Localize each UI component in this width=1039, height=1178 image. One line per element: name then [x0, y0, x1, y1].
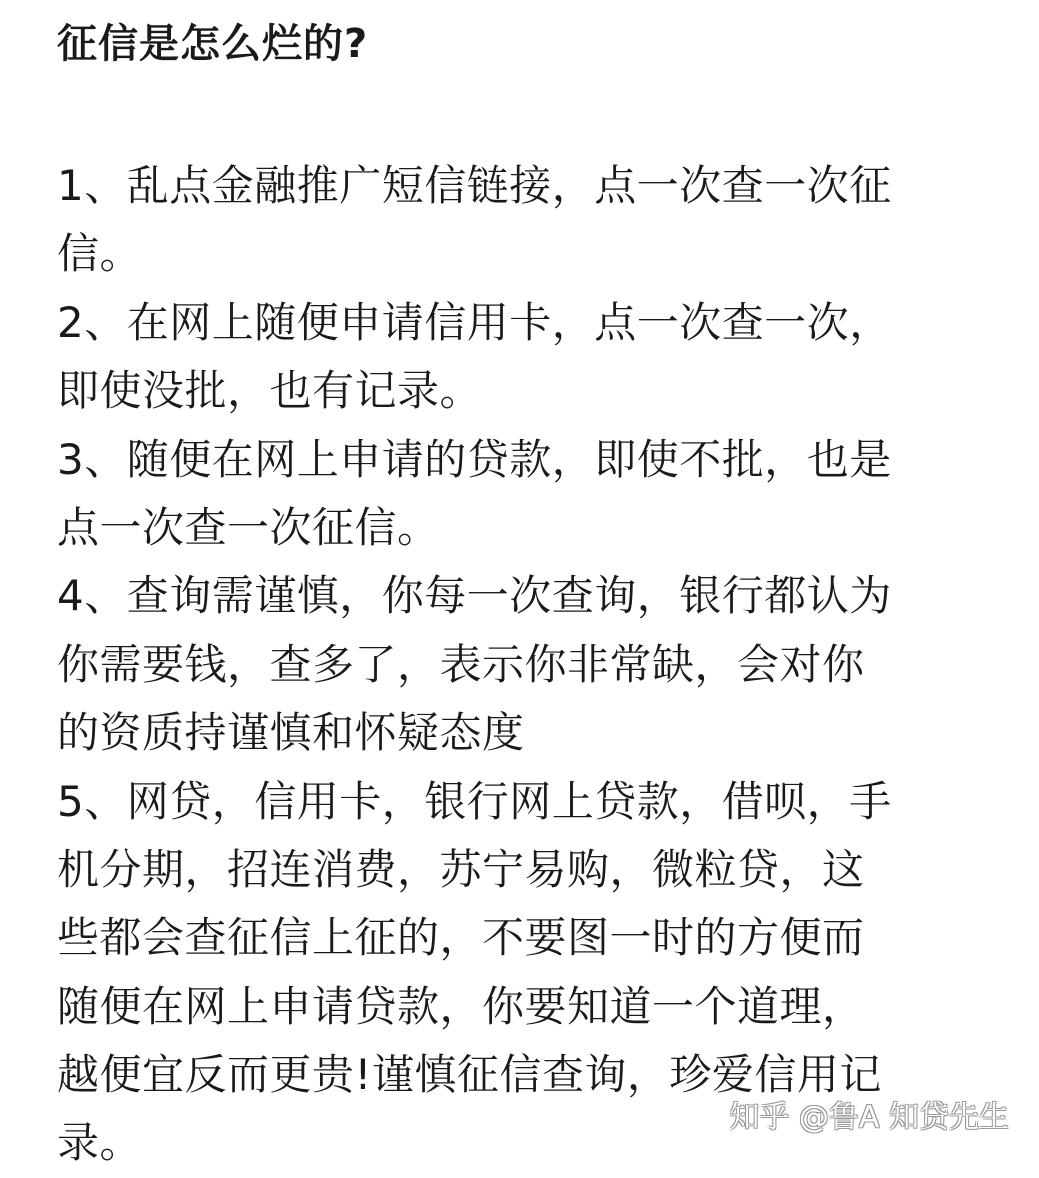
text-line: 些都会查征信上征的，不要图一时的方便而 [57, 913, 865, 963]
text-line: 录。 [57, 1118, 143, 1168]
text-line: 随便在网上申请贷款，你要知道一个道理， [57, 981, 865, 1031]
text-line: 的资质持谨慎和怀疑态度 [57, 708, 525, 758]
text-line: 信。 [57, 229, 143, 279]
zhihu-watermark: 知乎 @鲁A 知贷先生 [729, 1100, 1009, 1135]
text-line: 机分期，招连消费，苏宁易购，微粒贷，这 [57, 844, 865, 894]
text-line: 3、随便在网上申请的贷款，即使不批，也是 [57, 434, 892, 484]
text-line: 1、乱点金融推广短信链接，点一次查一次征 [57, 161, 892, 210]
text-line: 你需要钱，查多了，表示你非常缺，会对你 [57, 639, 865, 689]
text-line: 4、查询需谨慎，你每一次查询，银行都认为 [57, 571, 892, 621]
text-line: 点一次查一次征信。 [57, 502, 440, 552]
text-line: 5、网贷，信用卡，银行网上贷款，借呗，手 [57, 776, 892, 826]
text-line: 2、在网上随便申请信用卡，点一次查一次， [57, 297, 892, 347]
text-line: 即使没批，也有记录。 [57, 366, 483, 416]
text-line: 越便宜反而更贵!谨慎征信查询，珍爱信用记 [57, 1050, 882, 1100]
article-body [57, 152, 1017, 1178]
page-title: 征信是怎么烂的? [57, 21, 369, 67]
